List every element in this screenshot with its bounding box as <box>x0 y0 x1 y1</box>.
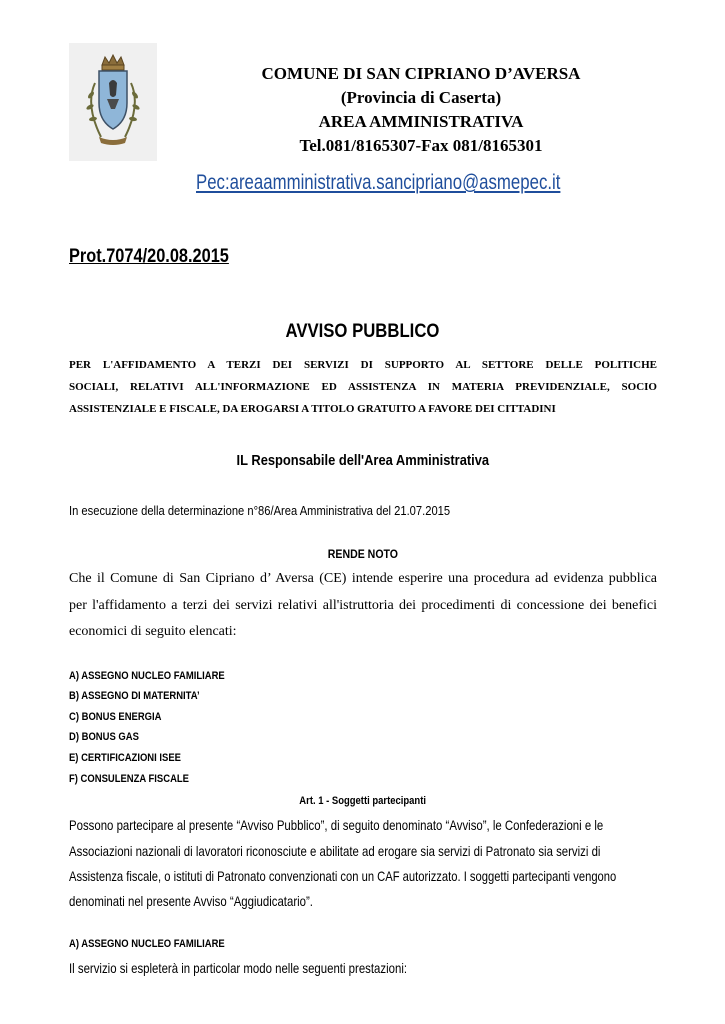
article-1-line: denominati nel presente Avviso “Aggiudicatario”. <box>69 893 313 909</box>
notice-subtitle-line: PER L'AFFIDAMENTO A TERZI DEI SERVIZI DI SUPPORTO AL SETTORE DELLE POLITICHE <box>69 359 657 371</box>
coat-of-arms-logo <box>69 43 157 161</box>
execution-text: In esecuzione della determinazione n°86/Area Amministrativa del 21.07.2015 <box>69 503 451 518</box>
article-1-heading: Art. 1 - Soggetti partecipanti <box>299 795 426 807</box>
section-a-heading: A) ASSEGNO NUCLEO FAMILIARE <box>69 938 225 950</box>
header-area: AREA AMMINISTRATIVA <box>318 112 524 131</box>
service-list-item: F) CONSULENZA FISCALE <box>69 773 189 785</box>
coat-of-arms-icon <box>69 43 157 161</box>
article-1-line: Associazioni nazionali di lavoratori riconosciute e abilitate ad erogare sia servizi di Patronato sia servizi di <box>69 843 601 859</box>
service-list-item: E) CERTIFICAZIONI ISEE <box>69 752 181 764</box>
service-list-item: D) BONUS GAS <box>69 731 139 743</box>
section-a-text: Il servizio si espleterà in particolar modo nelle seguenti prestazioni: <box>69 960 408 976</box>
notice-title: AVVISO PUBBLICO <box>285 321 440 342</box>
article-1-line: Possono partecipare al presente “Avviso Pubblico”, di seguito denominato “Avviso”, le Confederazioni e le <box>69 817 604 833</box>
service-list-item: B) ASSEGNO DI MATERNITA’ <box>69 690 200 702</box>
responsible-heading: IL Responsabile dell'Area Amministrativa <box>236 452 489 469</box>
pec-email-link[interactable]: Pec:areaamministrativa.sancipriano@asmepec.it <box>196 171 561 194</box>
notice-subtitle-line: ASSISTENZIALE E FISCALE, DA EROGARSI A TITOLO GRATUITO A FAVORE DEI CITTADINI <box>69 403 556 415</box>
header-province: (Provincia di Caserta) <box>340 88 502 107</box>
article-1-line: Assistenza fiscale, o istituti di Patronato convenzionati con un CAF autorizzato. I soggetti partecipanti vengono <box>69 868 617 884</box>
header-phone: Tel.081/8165307-Fax 081/8165301 <box>299 136 543 155</box>
header-title: COMUNE DI SAN CIPRIANO D’AVERSA <box>261 64 581 83</box>
service-list-item: A) ASSEGNO NUCLEO FAMILIARE <box>69 670 225 682</box>
protocol-number: Prot.7074/20.08.2015 <box>69 246 229 267</box>
service-list-item: C) BONUS ENERGIA <box>69 711 162 723</box>
intro-line: per l'affidamento a terzi dei servizi relativi all'istruttoria dei procedimenti di concessione dei benefici <box>69 598 657 613</box>
notice-subtitle-line: SOCIALI, RELATIVI ALL'INFORMAZIONE ED ASSISTENZA IN MATERIA PREVIDENZIALE, SOCIO <box>69 381 657 393</box>
rende-noto-heading: RENDE NOTO <box>327 547 398 561</box>
intro-line: economici di seguito elencati: <box>69 624 237 639</box>
intro-line: Che il Comune di San Cipriano d’ Aversa (CE) intende esperire una procedura ad evidenza pubblica <box>69 571 657 586</box>
